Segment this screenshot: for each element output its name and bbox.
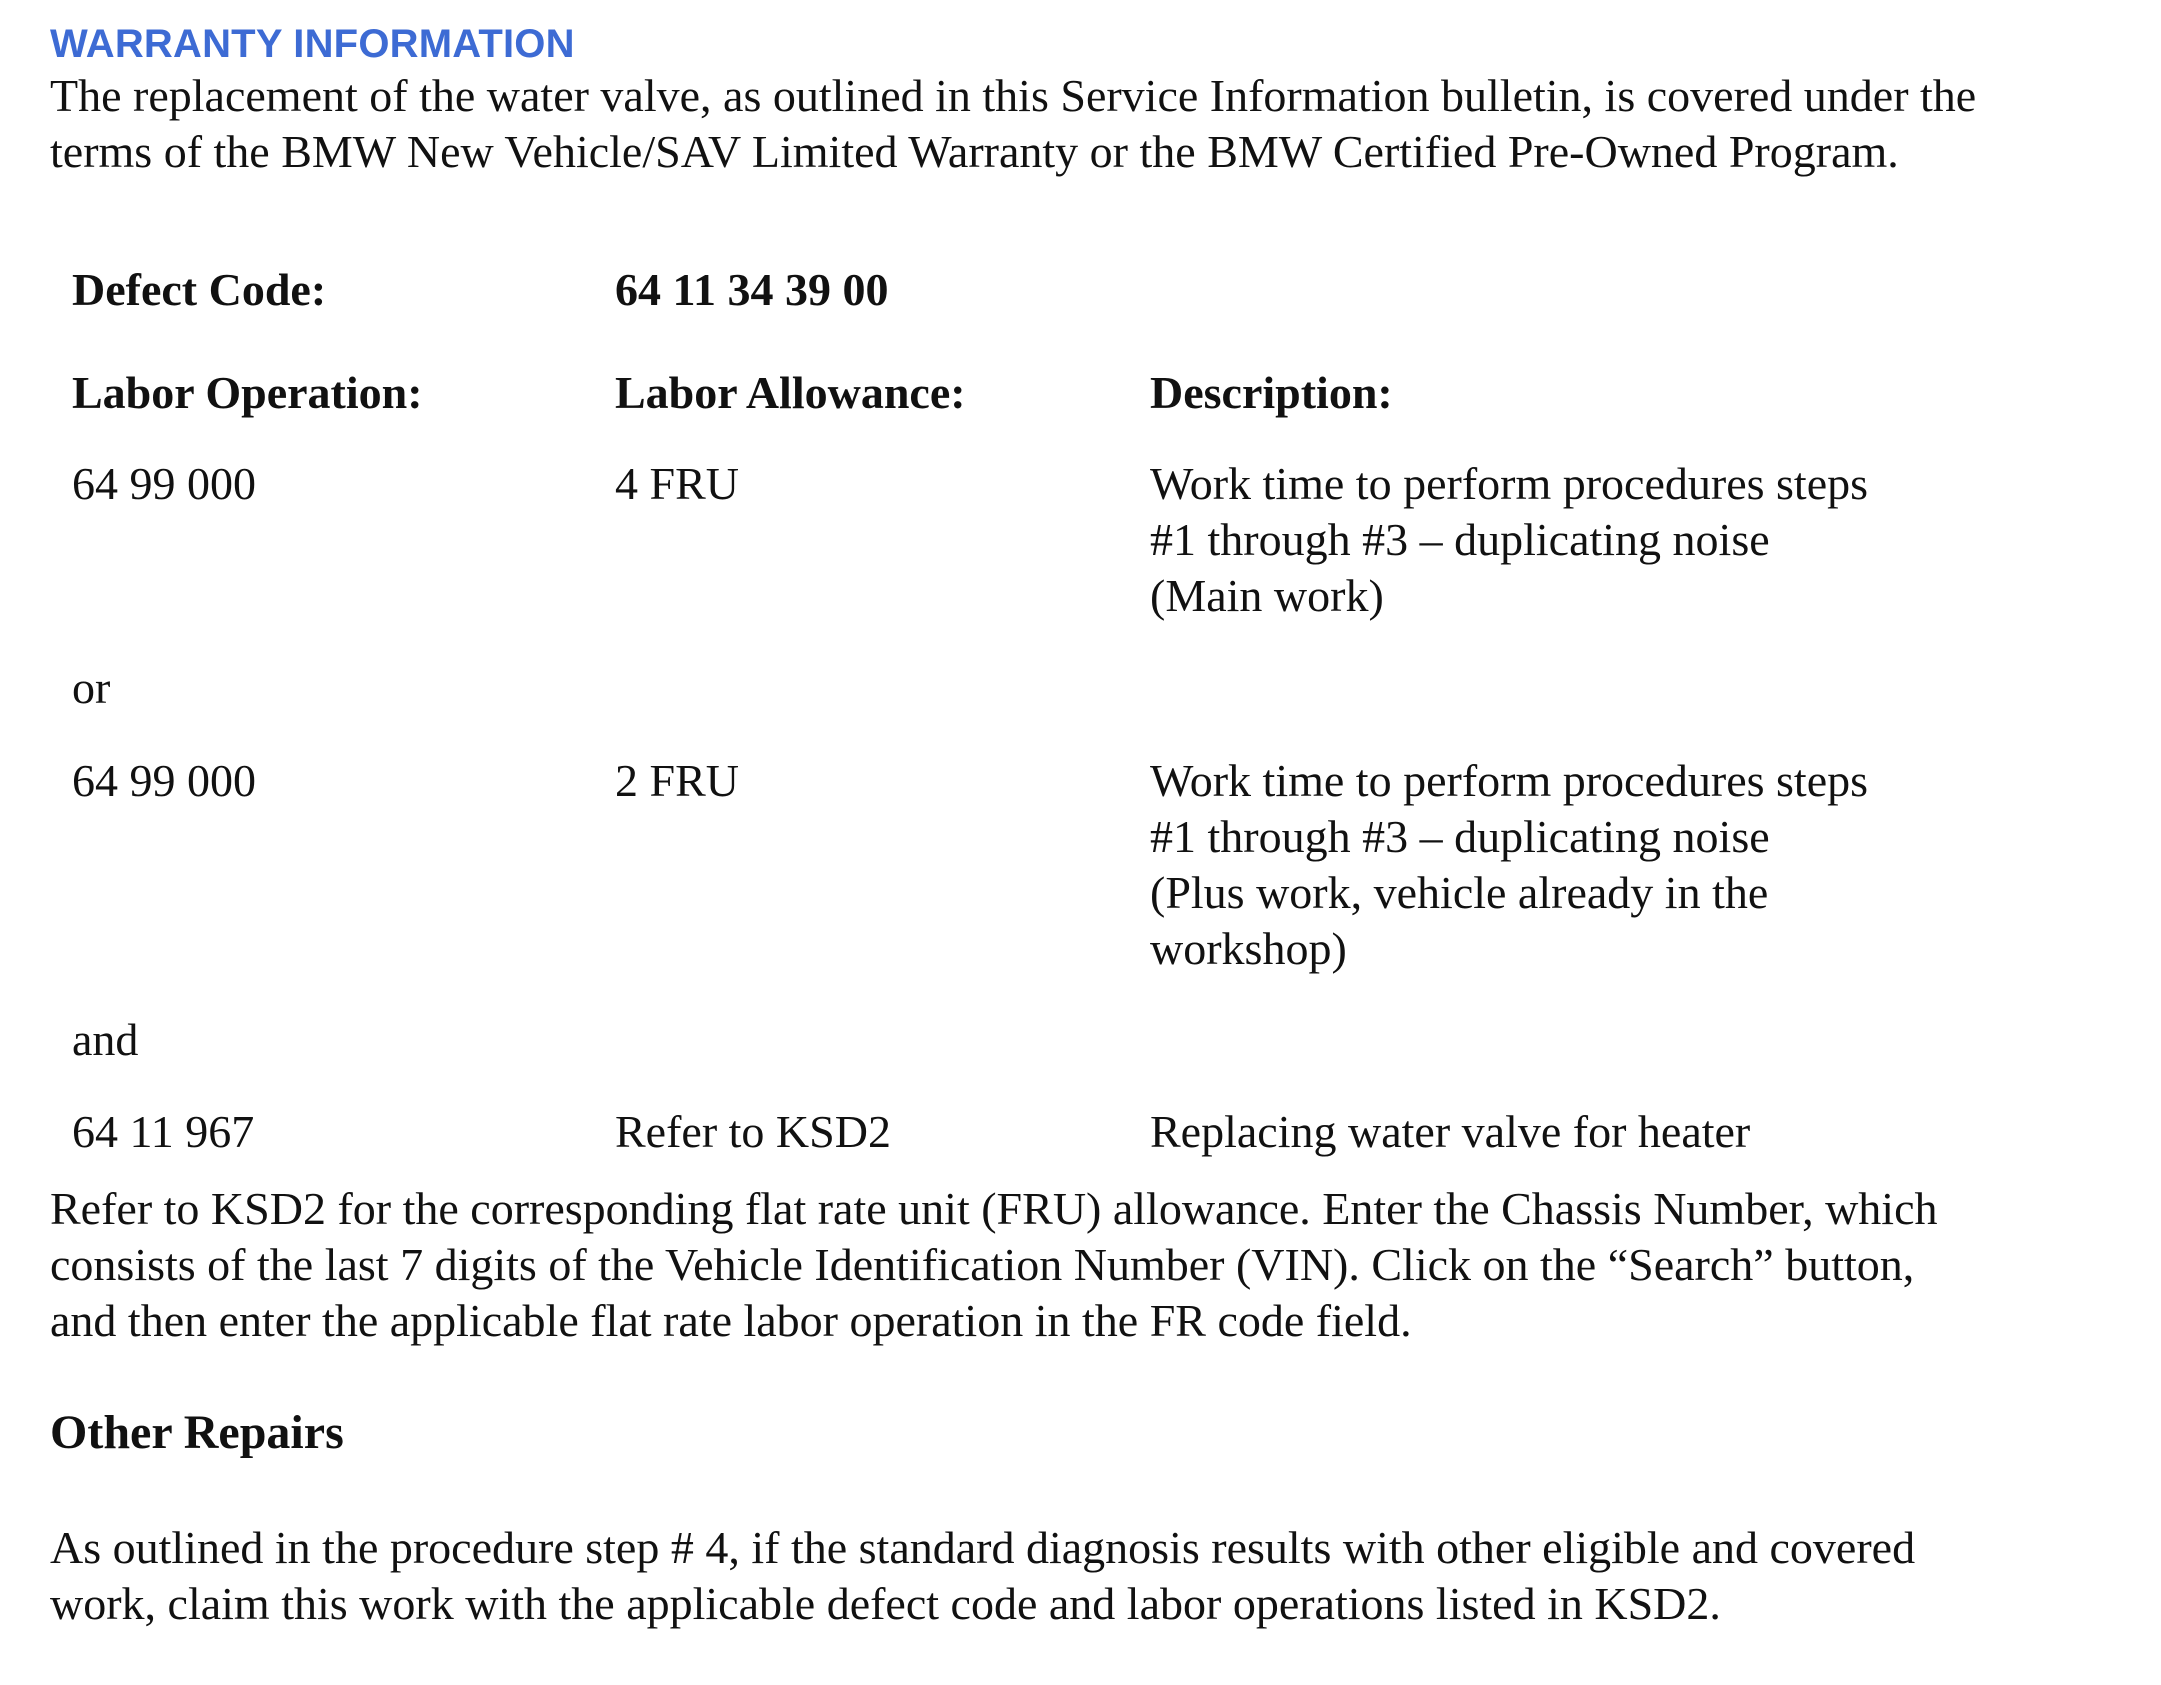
- warranty-intro-line-1: The replacement of the water valve, as outlined in this Service Information bulletin, is covered under the: [50, 70, 1977, 121]
- ksd2-note-line-2: consists of the last 7 digits of the Vehicle Identification Number (VIN). Click on the “Search” button,: [50, 1239, 1915, 1290]
- warranty-intro-line-2: terms of the BMW New Vehicle/SAV Limited Warranty or the BMW Certified Pre-Owned Program.: [50, 126, 1899, 177]
- connector-and: and: [72, 1014, 139, 1065]
- row-2-allowance: 2 FRU: [615, 755, 739, 806]
- header-labor-operation: Labor Operation:: [72, 367, 423, 418]
- other-repairs-line-1: As outlined in the procedure step # 4, if the standard diagnosis results with other eligible and covered: [50, 1522, 1916, 1573]
- row-1-description-line-2: #1 through #3 – duplicating noise: [1150, 514, 1770, 565]
- connector-or: or: [72, 662, 111, 713]
- row-1-description-line-3: (Main work): [1150, 570, 1384, 621]
- row-3-description-line-1: Replacing water valve for heater: [1150, 1106, 1751, 1157]
- ksd2-note: [50, 1181, 2130, 1349]
- defect-code-label: Defect Code:: [72, 264, 327, 315]
- row-3-description: [1150, 1104, 2010, 1160]
- other-repairs-text: [50, 1520, 2130, 1632]
- row-2-description-line-4: workshop): [1150, 923, 1347, 974]
- row-2-description: [1150, 753, 2010, 977]
- row-1-allowance: 4 FRU: [615, 458, 739, 509]
- other-repairs-heading: Other Repairs: [50, 1406, 344, 1459]
- row-1-operation: 64 99 000: [72, 458, 256, 509]
- other-repairs-line-2: work, claim this work with the applicable defect code and labor operations listed in KSD2.: [50, 1578, 1721, 1629]
- row-2-description-line-1: Work time to perform procedures steps: [1150, 755, 1869, 806]
- row-3-allowance: Refer to KSD2: [615, 1106, 891, 1157]
- row-3-operation: 64 11 967: [72, 1106, 255, 1157]
- warranty-intro: [50, 68, 2130, 180]
- header-description: Description:: [1150, 367, 1393, 418]
- defect-code-value: 64 11 34 39 00: [615, 264, 889, 315]
- row-2-description-line-2: #1 through #3 – duplicating noise: [1150, 811, 1770, 862]
- row-1-description-line-1: Work time to perform procedures steps: [1150, 458, 1869, 509]
- header-labor-allowance: Labor Allowance:: [615, 367, 966, 418]
- row-1-description: [1150, 456, 2010, 624]
- row-2-operation: 64 99 000: [72, 755, 256, 806]
- row-2-description-line-3: (Plus work, vehicle already in the: [1150, 867, 1769, 918]
- ksd2-note-line-1: Refer to KSD2 for the corresponding flat rate unit (FRU) allowance. Enter the Chassis Number, which: [50, 1183, 1938, 1234]
- ksd2-note-line-3: and then enter the applicable flat rate labor operation in the FR code field.: [50, 1295, 1412, 1346]
- warranty-heading: WARRANTY INFORMATION: [50, 22, 575, 66]
